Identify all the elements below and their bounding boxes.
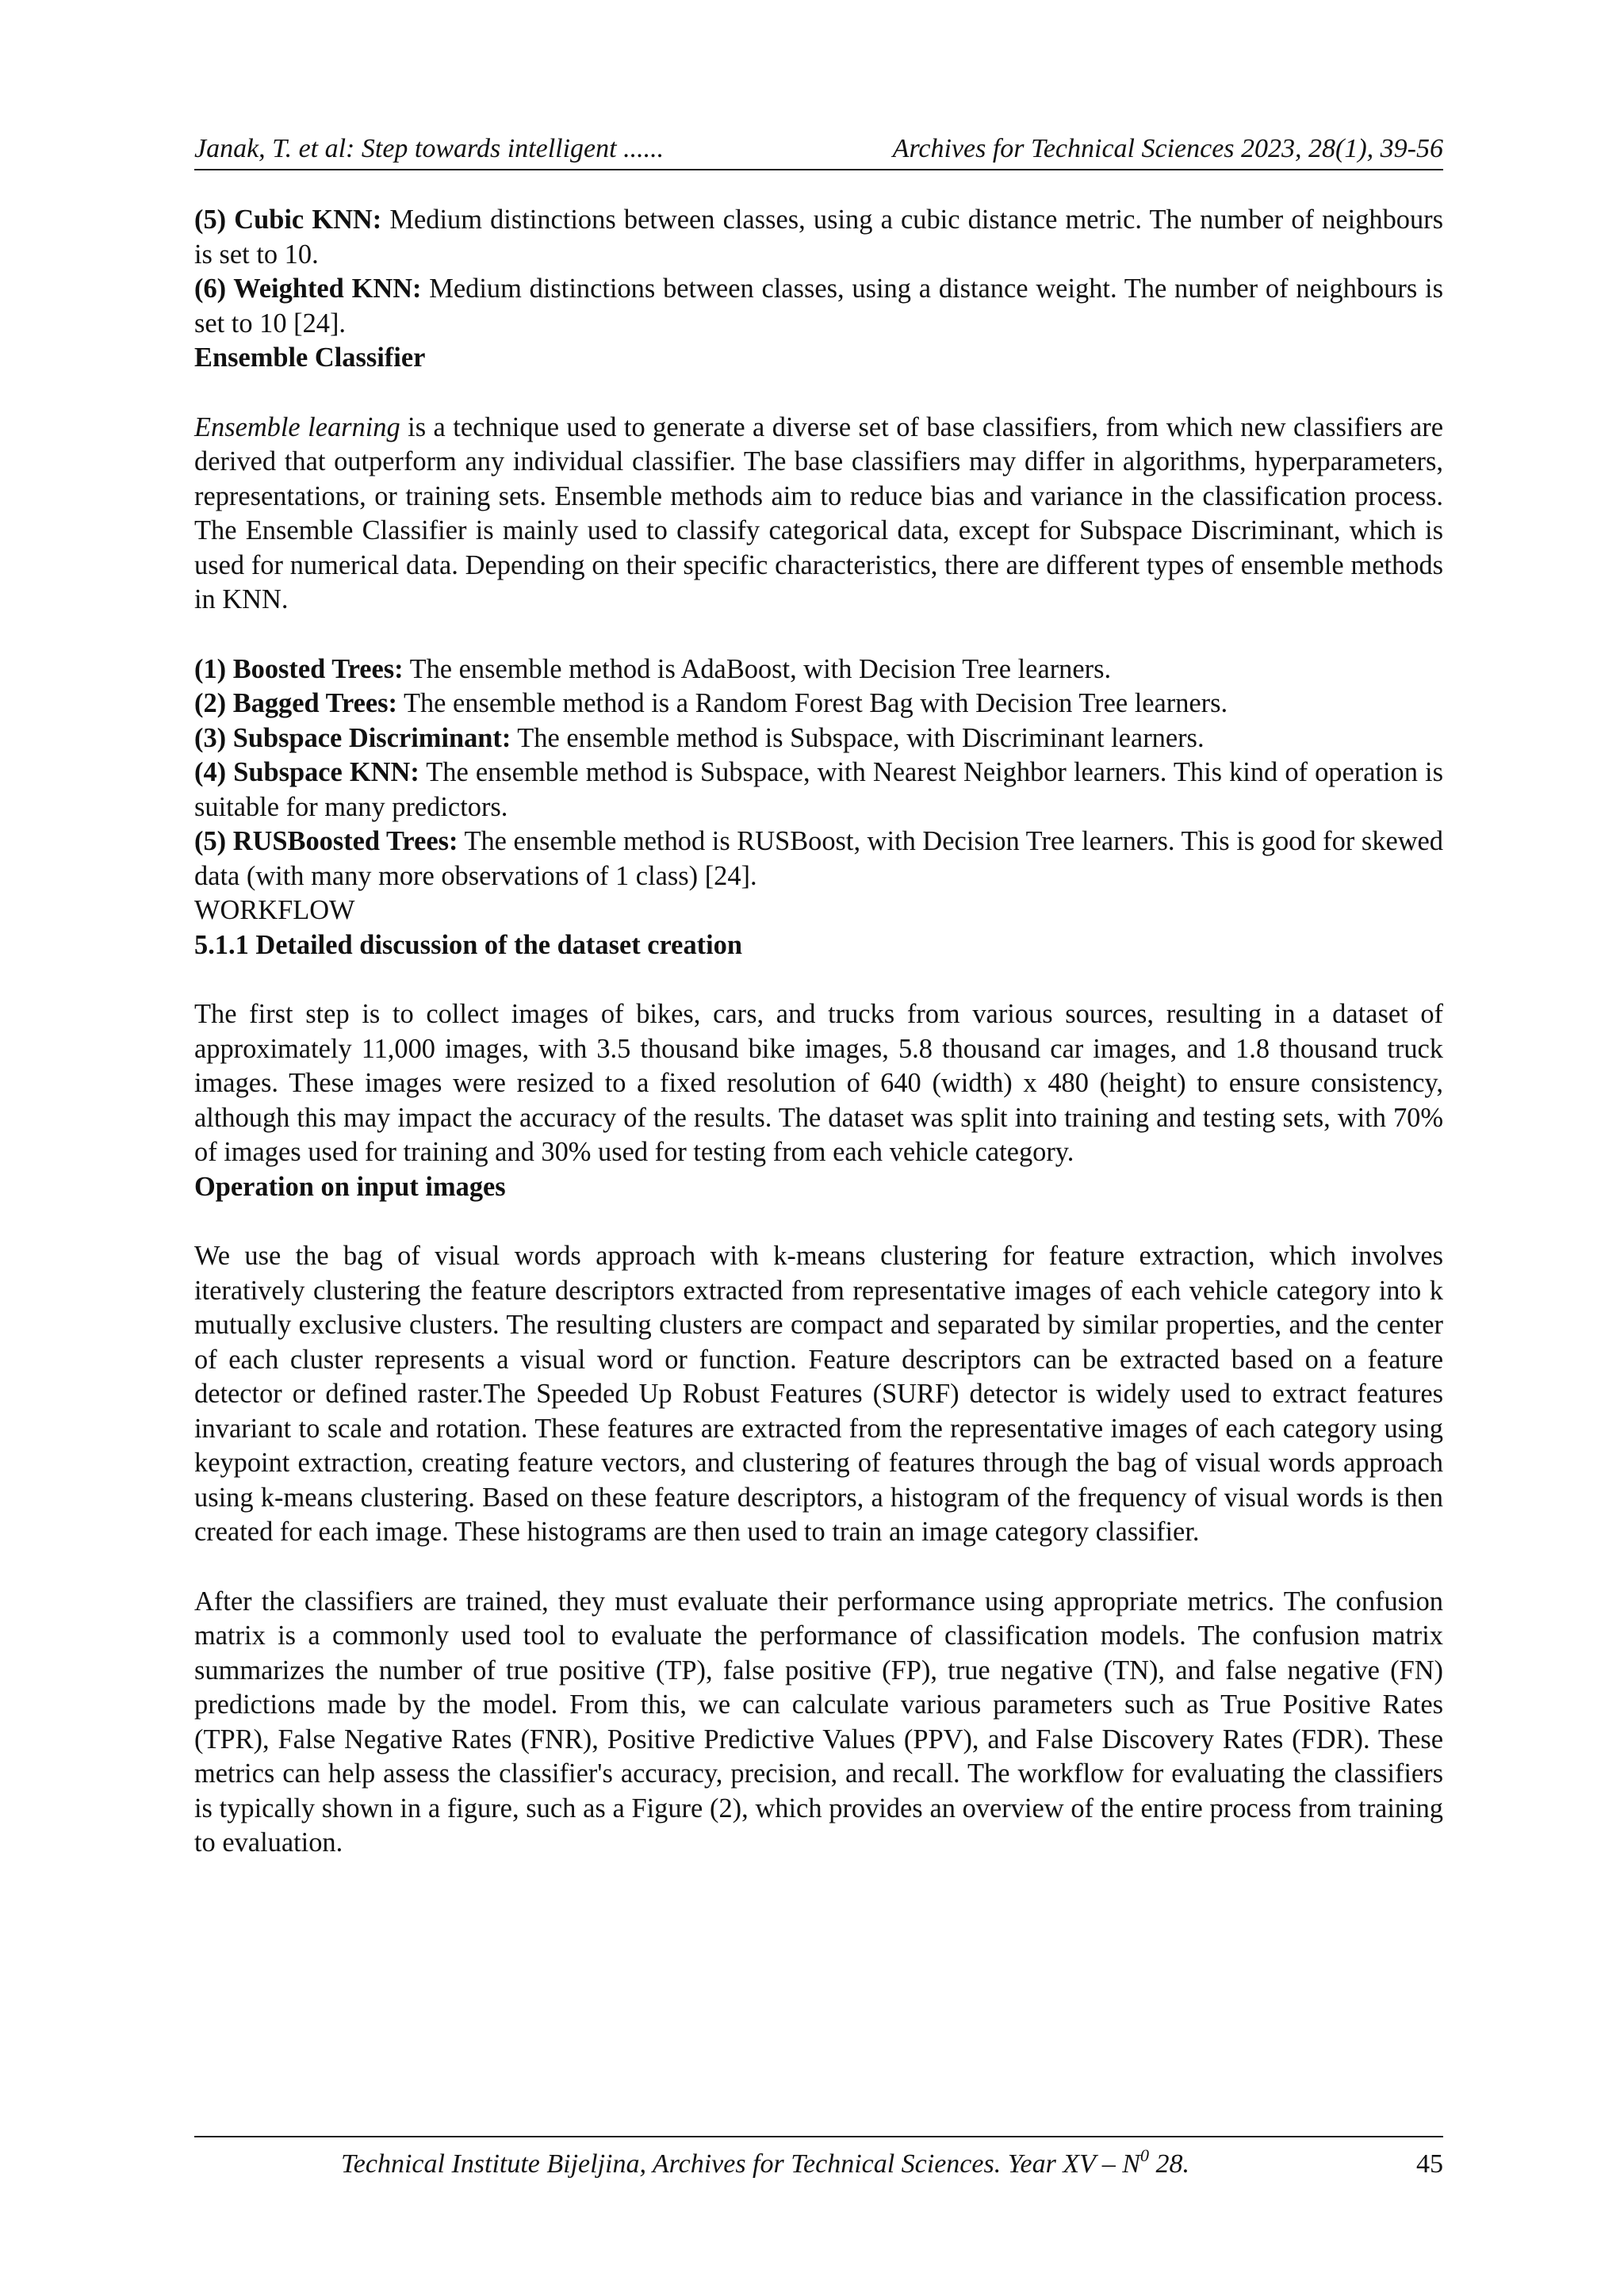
evaluation-paragraph: After the classifiers are trained, they must evaluate their performance using appropriate metrics. The confusion matrix is a commonly used tool to evaluate the performance of classification models. The confusion matrix summarizes the number of true positive (TP), false positive (FP), true negative (TN), and false negative (FN) predictions made by the model. From this, we can calculate various parameters such as True Positive Rates (TPR), False Negative Rates (FNR), Positive Predictive Values (PPV), and False Discovery Rates (FDR). These metrics can help assess the classifier's accuracy, precision, and recall. The workflow for evaluating the classifiers is typically shown in a figure, such as a Figure (2), which provides an overview of the entire process from training to evaluation. [194, 1586, 1443, 1858]
ensemble-item-subspace-knn [194, 756, 1443, 825]
ensemble-item-boosted-trees [194, 652, 1443, 687]
ensemble-item-bagged-trees [194, 687, 1443, 721]
running-header [194, 132, 1443, 166]
operation-paragraph: We use the bag of visual words approach with k-means clustering for feature extraction, which involves iteratively clustering the feature descriptors extracted from representative images of each vehicle category into k mutually exclusive clusters. The resulting clusters are compact and separated by similar properties, and the center of each cluster represents a visual word or function. Feature descriptors can be extracted based on a feature detector or defined raster.The Speeded Up Robust Features (SURF) detector is widely used to extract features invariant to scale and rotation. These features are extracted from the representative images of each category using keypoint extraction, creating feature vectors, and clustering of features through the bag of visual words approach using k-means clustering. Based on these feature descriptors, a histogram of the frequency of visual words is then created for each image. These histograms are then used to train an image category classifier. [194, 1241, 1443, 1547]
ensemble-item-label: (2) Bagged Trees: [194, 688, 397, 718]
cubic-knn-paragraph [194, 203, 1443, 272]
dataset-paragraph: The first step is to collect images of bikes, cars, and trucks from various sources, resulting in a dataset of approximately 11,000 images, with 3.5 thousand bike images, 5.8 thousand car images, and 1.8 thousand truck images. These images were resized to a fixed resolution of 640 (width) x 480 (height) to ensure consistency, although this may impact the accuracy of the results. The dataset was split into training and testing sets, with 70% of images used for training and 30% used for testing from each vehicle category. [194, 999, 1443, 1167]
body-content [194, 203, 1443, 1861]
ensemble-item-text: The ensemble method is a Random Forest Bag with Decision Tree learners. [396, 688, 1228, 718]
cubic-knn-label: (5) Cubic KNN: [194, 205, 382, 235]
ensemble-item-label: (4) Subspace KNN: [194, 757, 419, 787]
weighted-knn-label: (6) Weighted KNN: [194, 274, 422, 304]
footer-citation [341, 2147, 1189, 2182]
ensemble-item-text: The ensemble method is AdaBoost, with Decision Tree learners. [403, 653, 1112, 684]
ensemble-intro-text: is a technique used to generate a diverse set of base classifiers, from which new classifiers are derived that outperform any individual classifier. The base classifiers may differ in algorithms, hyperparameters, representations, or training sets. Ensemble methods aim to reduce bias and variance in the classification process. The Ensemble Classifier is mainly used to classify categorical data, except for Subspace Discriminant, which is used for numerical data. Depending on their specific characteristics, there are different types of ensemble methods in KNN. [194, 411, 1443, 614]
ensemble-item-subspace-discriminant [194, 721, 1443, 756]
ensemble-item-label: (1) Boosted Trees: [194, 653, 404, 684]
weighted-knn-text: Medium distinctions between classes, using a distance weight. The number of neighbours is set to 10 [24]. [194, 274, 1443, 339]
header-rule [194, 169, 1443, 170]
cubic-knn-text: Medium distinctions between classes, using a cubic distance metric. The number of neighbours is set to 10. [194, 205, 1443, 270]
ensemble-item-label: (5) RUSBoosted Trees: [194, 826, 458, 856]
header-journal-citation: Archives for Technical Sciences 2023, 28(1), 39-56 [892, 134, 1443, 163]
dataset-creation-subheading: 5.1.1 Detailed discussion of the dataset creation [194, 929, 742, 960]
ensemble-heading: Ensemble Classifier [194, 342, 426, 373]
ensemble-item-text: The ensemble method is Subspace, with Discriminant learners. [511, 722, 1205, 753]
footer-superscript: 0 [1139, 2145, 1149, 2165]
operation-heading: Operation on input images [194, 1171, 506, 1202]
footer-citation-end: 28. [1148, 2149, 1189, 2179]
header-authors-title: Janak, T. et al: Step towards intelligent ...... [194, 134, 665, 163]
page-number: 45 [1416, 2149, 1443, 2179]
footer-rule [194, 2136, 1443, 2137]
workflow-heading: WORKFLOW [194, 895, 355, 925]
ensemble-method-list [194, 652, 1443, 894]
ensemble-item-text: The ensemble method is Subspace, with Nearest Neighbor learners. This kind of operation is suitable for many predictors. [194, 757, 1443, 822]
ensemble-intro-paragraph [194, 411, 1443, 618]
footer-citation-text: Technical Institute Bijeljina, Archives for Technical Sciences. Year XV – N [341, 2149, 1140, 2179]
ensemble-item-rusboosted-trees [194, 825, 1443, 894]
weighted-knn-paragraph [194, 272, 1443, 341]
ensemble-item-label: (3) Subspace Discriminant: [194, 722, 511, 753]
ensemble-intro-term: Ensemble learning [194, 411, 400, 442]
ensemble-item-text: The ensemble method is RUSBoost, with Decision Tree learners. This is good for skewed data (with many more observations of 1 class) [24]. [194, 826, 1443, 891]
